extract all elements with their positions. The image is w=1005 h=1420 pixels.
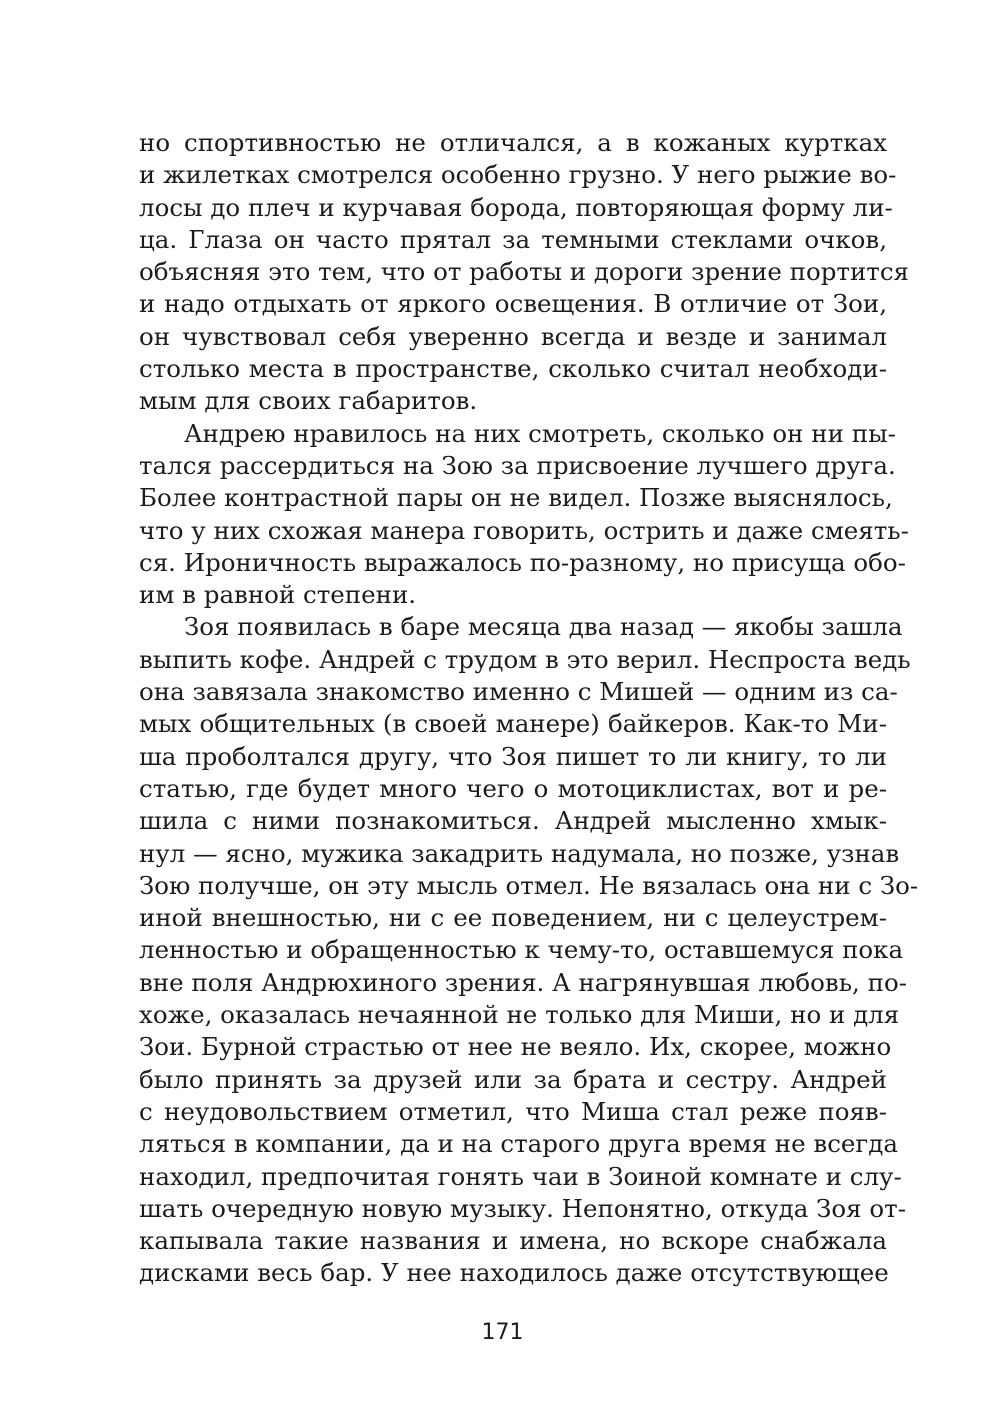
text-line: иной внешностью, ни с ее поведением, ни с целеустрем-: [139, 903, 887, 933]
text-line: шать очередную новую музыку. Непонятно, откуда Зоя от-: [139, 1193, 906, 1223]
text-line: с неудовольствием отметил, что Миша стал реже появ-: [139, 1096, 887, 1126]
text-line: объясняя это тем, что от работы и дороги зрение портится: [139, 257, 910, 287]
text-line: хоже, оказалась нечаянной не только для Миши, но и для: [139, 1000, 900, 1030]
text-line: вне поля Андрюхиного зрения. А нагрянувшая любовь, по-: [139, 967, 907, 997]
text-line: нул — ясно, мужика закадрить надумала, но позже, узнав: [139, 838, 900, 868]
text-line: и жилетках смотрелся особенно грузно. У него рыжие во-: [139, 160, 897, 190]
text-line: столько места в пространстве, сколько считал необходи-: [139, 354, 887, 384]
text-line: находил, предпочитая гонять чаи в Зоиной комнате и слу-: [139, 1161, 902, 1191]
text-line: было принять за друзей или за брата и сестру. Андрей: [139, 1064, 887, 1094]
body-text: [139, 127, 919, 1290]
text-line: ляться в компании, да и на старого друга время не всегда: [139, 1129, 898, 1159]
text-line: Более контрастной пары он не видел. Позже выяснялось,: [139, 483, 893, 513]
text-line: но спортивностью не отличался, а в кожаных куртках: [139, 128, 887, 157]
text-line: она завязала знакомство именно с Мишей — одним из са-: [139, 677, 898, 707]
text-line: Зои. Бурной страстью от нее не веяло. Их, скорее, можно: [139, 1032, 892, 1062]
text-line: тался рассердиться на Зою за присвоение лучшего друга.: [139, 450, 896, 480]
text-line: статью, где будет много чего о мотоциклистах, вот и ре-: [139, 773, 887, 803]
text-line: Зоя появилась в баре месяца два назад — якобы зашла: [184, 612, 903, 642]
text-line: ца. Глаза он часто прятал за темными стеклами очков,: [139, 224, 887, 254]
text-line: выпить кофе. Андрей с трудом в это верил. Неспроста ведь: [139, 644, 911, 674]
text-line: он чувствовал себя уверенно всегда и везде и занимал: [139, 321, 887, 351]
page-number: 171: [481, 1320, 524, 1345]
text-line: им в равной степени.: [139, 580, 417, 610]
text-line: ся. Ироничность выражалось по-разному, но присуща обо-: [139, 547, 906, 577]
text-line: ша проболтался другу, что Зоя пишет то ли книгу, то ли: [139, 741, 887, 771]
text-line: и надо отдыхать от яркого освещения. В отличие от Зои,: [139, 289, 887, 319]
text-line: Андрею нравилось на них смотреть, сколько он ни пы-: [184, 418, 896, 448]
text-line: Зою получше, он эту мысль отмел. Не вязалась она ни с Зо-: [139, 870, 919, 900]
text-line: мых общительных (в своей манере) байкеров. Как-то Ми-: [139, 709, 887, 739]
text-line: мым для своих габаритов.: [139, 386, 478, 416]
text-line: ленностью и обращенностью к чему-то, оставшемуся пока: [139, 935, 904, 965]
text-line: что у них схожая манера говорить, острить и даже смеять-: [139, 515, 909, 545]
text-line: капывала такие названия и имена, но вскоре снабжала: [139, 1226, 887, 1256]
text-line: шила с ними познакомиться. Андрей мысленно хмык-: [139, 806, 887, 836]
text-line: дисками весь бар. У нее находилось даже отсутствующее: [139, 1258, 889, 1288]
text-line: лосы до плеч и курчавая борода, повторяющая форму ли-: [139, 192, 893, 222]
